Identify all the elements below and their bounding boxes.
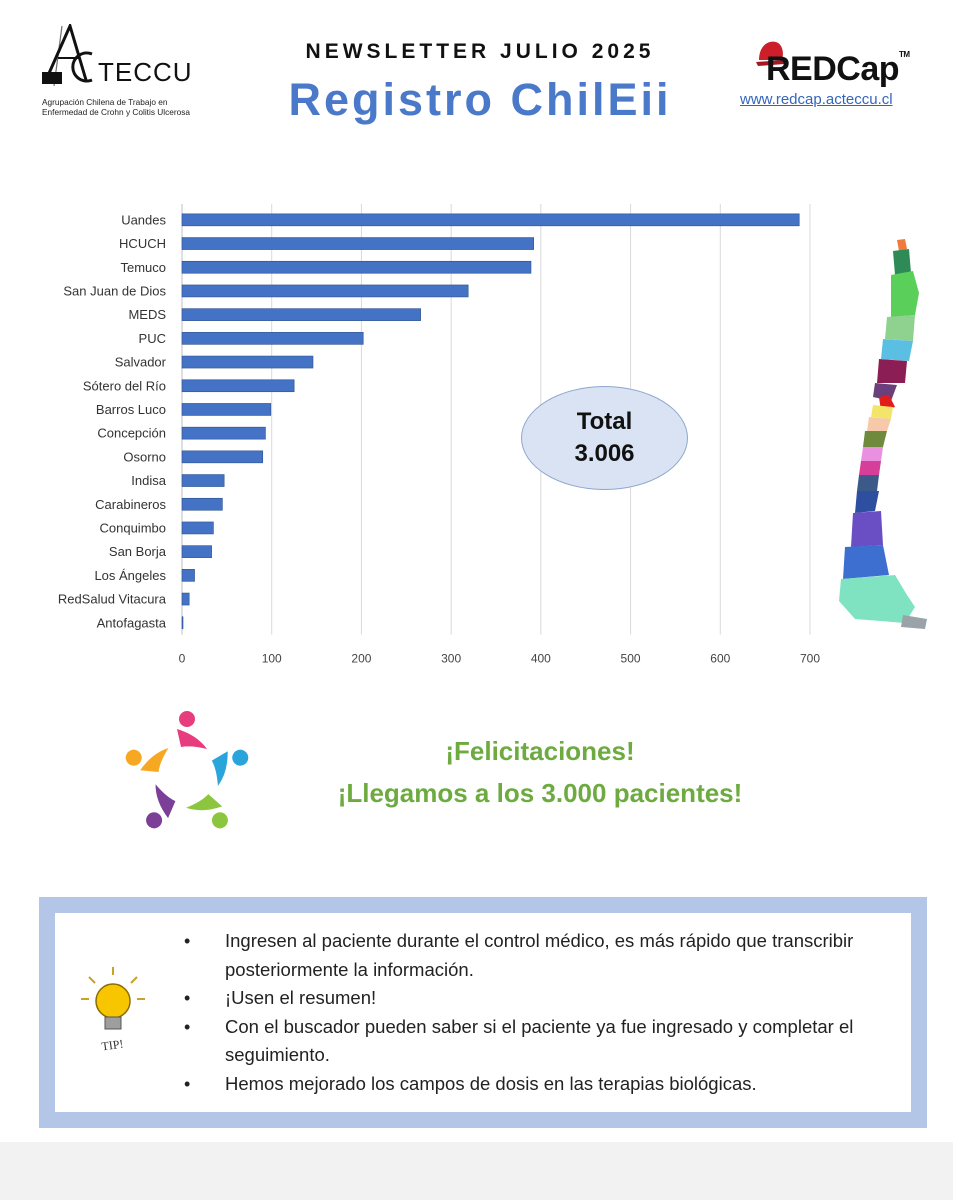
x-tick-label: 300 [441,651,462,666]
category-label: MEDS [128,307,166,323]
bar [182,309,421,321]
category-label: Uandes [121,212,166,228]
tip-item: • Ingresen al paciente durante el control médico, es más rápido que transcribir posteriormente la información. [180,927,900,984]
acteccu-logo-subtitle: Agrupación Chilena de Trabajo en Enfermedad de Crohn y Colitis Ulcerosa [42,97,191,117]
chart-bars [182,214,799,629]
x-tick-label: 200 [351,651,372,666]
newsletter-header [0,0,953,160]
x-tick-label: 700 [799,651,821,666]
footer-band [0,1142,953,1200]
tips-box [39,897,927,1128]
lightbulb-tip-icon [77,963,149,1063]
category-label: Conquimbo [99,520,166,536]
redcap-url-link[interactable]: www.redcap.acteccu.cl [740,91,893,108]
category-label: Indisa [131,473,166,489]
centers-bar-chart [0,195,840,670]
chart-category-labels [58,212,167,630]
bar [182,261,531,273]
redcap-trademark: TM [899,50,910,59]
tip-item: • Con el buscador pueden saber si el paciente ya fue ingresado y completar el seguimiento. [180,1013,900,1070]
redcap-brand-text: REDCap [766,50,900,88]
category-label: Osorno [123,449,166,465]
x-tick-label: 400 [530,651,551,666]
category-label: HCUCH [119,236,166,252]
community-people-icon [115,703,260,848]
chart-tick-labels [179,652,821,666]
congratulations-message [270,730,810,814]
bar [182,427,265,439]
congrats-line-1: ¡Felicitaciones! [445,736,635,766]
bar [182,451,263,463]
x-tick-label: 600 [710,651,731,666]
redcap-logo [740,38,930,113]
tip-item: • ¡Usen el resumen! [180,984,900,1013]
bar [182,238,534,250]
bar [182,380,294,392]
tip-icon-label: TIP! [100,1036,125,1054]
x-tick-label: 0 [178,651,186,666]
total-label: Total [576,408,633,435]
category-label: Antofagasta [96,615,166,631]
category-label: PUC [138,330,166,346]
bar [182,214,799,226]
total-value: 3.006 [574,440,635,467]
category-label: Los Ángeles [94,567,166,583]
category-label: Temuco [120,259,166,275]
bar [182,475,224,487]
category-label: Salvador [114,354,166,370]
x-tick-label: 100 [261,651,282,666]
bar [182,593,189,605]
registry-title: Registro ChilEii [288,74,672,125]
bar [182,356,313,368]
bar [182,522,213,534]
tip-item: • Hemos mejorado los campos de dosis en las terapias biológicas. [180,1070,900,1099]
title-block [230,40,730,126]
category-label: Sótero del Río [82,378,166,394]
bar [182,332,363,344]
category-label: Barros Luco [95,401,166,417]
acteccu-logo [40,24,200,119]
tips-list [180,927,900,1098]
congrats-line-2: ¡Llegamos a los 3.000 pacientes! [337,778,743,808]
category-label: RedSalud Vitacura [57,591,166,607]
tips-panel [55,913,911,1112]
total-badge [521,386,688,490]
category-label: Concepción [97,425,166,441]
category-label: Carabineros [95,496,166,512]
bar [182,569,195,581]
x-tick-label: 500 [620,651,641,666]
redcap-brand [766,50,910,89]
bar [182,617,183,629]
acteccu-logo-name: TECCU [98,57,193,87]
category-label: San Juan de Dios [63,283,166,299]
bar [182,403,271,415]
bar [182,285,468,297]
category-label: San Borja [108,544,166,560]
newsletter-title: NEWSLETTER JULIO 2025 [305,40,655,63]
bar [182,498,222,510]
chile-regions-map-icon [835,235,935,635]
bar [182,546,212,558]
